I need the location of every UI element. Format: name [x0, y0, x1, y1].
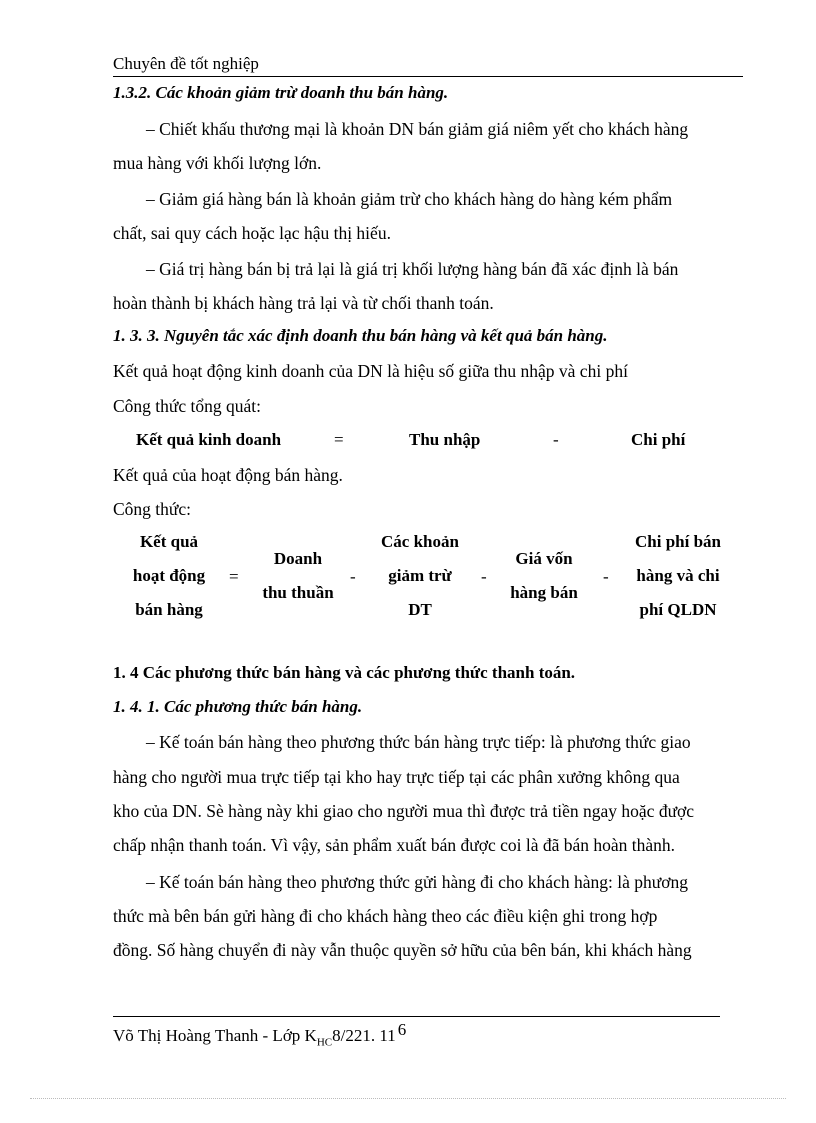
- para-chiet-khau-line1: – Chiết khấu thương mại là khoản DN bán giảm giá niêm yết cho khách hàng: [146, 119, 689, 139]
- formula2-minus-1: -: [350, 567, 356, 586]
- header-rule: [113, 76, 743, 77]
- text-ket-qua-ban-hang: Kết quả của hoạt động bán hàng.: [113, 465, 343, 485]
- formula2-minus-2: -: [481, 567, 487, 586]
- para-tra-lai-line2: hoàn thành bị khách hàng trả lại và từ chối thanh toán.: [113, 293, 494, 313]
- para-giam-gia-line1: – Giảm giá hàng bán là khoản giảm trừ cho khách hàng do hàng kém phẩm: [146, 189, 673, 209]
- text-ket-qua-hoat-dong: Kết quả hoạt động kinh doanh của DN là hiệu số giữa thu nhập và chi phí: [113, 361, 628, 381]
- formula2-chi-phi-ban-hang-qldn: Chi phí bán hàng và chi phí QLDN: [635, 532, 721, 619]
- para-giam-gia-line2: chất, sai quy cách hoặc lạc hậu thị hiếu.: [113, 223, 391, 243]
- footer-rule: [113, 1016, 720, 1017]
- heading-1-3-3: 1. 3. 3. Nguyên tắc xác định doanh thu bán hàng và kết quả bán hàng.: [113, 326, 608, 345]
- formula2-cac-khoan-giam-tru: Các khoản giảm trừ DT: [381, 532, 459, 619]
- formula1-ket-qua-kinh-doanh: Kết quả kinh doanh: [136, 430, 282, 449]
- formula2-gia-von-hang-ban: Giá vốn hàng bán: [510, 549, 578, 602]
- para-gui-hang-line1: – Kế toán bán hàng theo phương thức gửi hàng đi cho khách hàng: là phương: [146, 872, 688, 892]
- footer-text: Võ Thị Hoàng Thanh - Lớp $K_{HC}8/221$. 11 6: [113, 1020, 407, 1049]
- page-number: 6: [397, 1020, 407, 1039]
- para-truc-tiep-line2: hàng cho người mua trực tiếp tại kho hay trực tiếp tại các phân xưởng không qua: [113, 767, 680, 787]
- formula1-chi-phi: Chi phí: [631, 430, 686, 449]
- heading-1-4: 1. 4 Các phương thức bán hàng và các phương thức thanh toán.: [113, 663, 576, 682]
- formula2-equals: =: [229, 567, 239, 586]
- para-truc-tiep-line1: – Kế toán bán hàng theo phương thức bán hàng trực tiếp: là phương thức giao: [146, 732, 691, 752]
- header-title: Chuyên đề tốt nghiệp: [113, 54, 259, 73]
- heading-1-3-2: 1.3.2. Các khoản giảm trừ doanh thu bán hàng.: [113, 83, 449, 102]
- formula1-equals: =: [334, 430, 344, 449]
- formula2-minus-3: -: [603, 567, 609, 586]
- formula2-doanh-thu-thuan: Doanh thu thuần: [262, 549, 334, 602]
- para-truc-tiep-line3: kho của DN. Sè hàng này khi giao cho người mua thì được trả tiền ngay hoặc được: [113, 801, 695, 821]
- text-cong-thuc: Công thức:: [113, 499, 192, 519]
- para-truc-tiep-line4: chấp nhận thanh toán. Vì vậy, sản phẩm xuất bán được coi là đã bán hoàn thành.: [113, 835, 676, 855]
- formula2-ket-qua-hoat-dong-ban-hang: Kết quả hoạt động bán hàng: [132, 532, 206, 619]
- heading-1-4-1: 1. 4. 1. Các phương thức bán hàng.: [113, 697, 363, 716]
- para-gui-hang-line3: đồng. Số hàng chuyển đi này vẫn thuộc quyền sở hữu của bên bán, khi khách hàng: [113, 940, 692, 960]
- para-gui-hang-line2: thức mà bên bán gửi hàng đi cho khách hàng theo các điều kiện ghi trong hợp: [113, 906, 658, 926]
- formula1-thu-nhap: Thu nhập: [409, 430, 481, 449]
- text-cong-thuc-tong-quat: Công thức tổng quát:: [113, 396, 262, 416]
- page-break-dotted-line: [30, 1098, 786, 1099]
- formula1-minus: -: [553, 430, 559, 449]
- para-tra-lai-line1: – Giá trị hàng bán bị trả lại là giá trị khối lượng hàng bán đã xác định là bán: [146, 259, 679, 279]
- para-chiet-khau-line2: mua hàng với khối lượng lớn.: [113, 153, 322, 173]
